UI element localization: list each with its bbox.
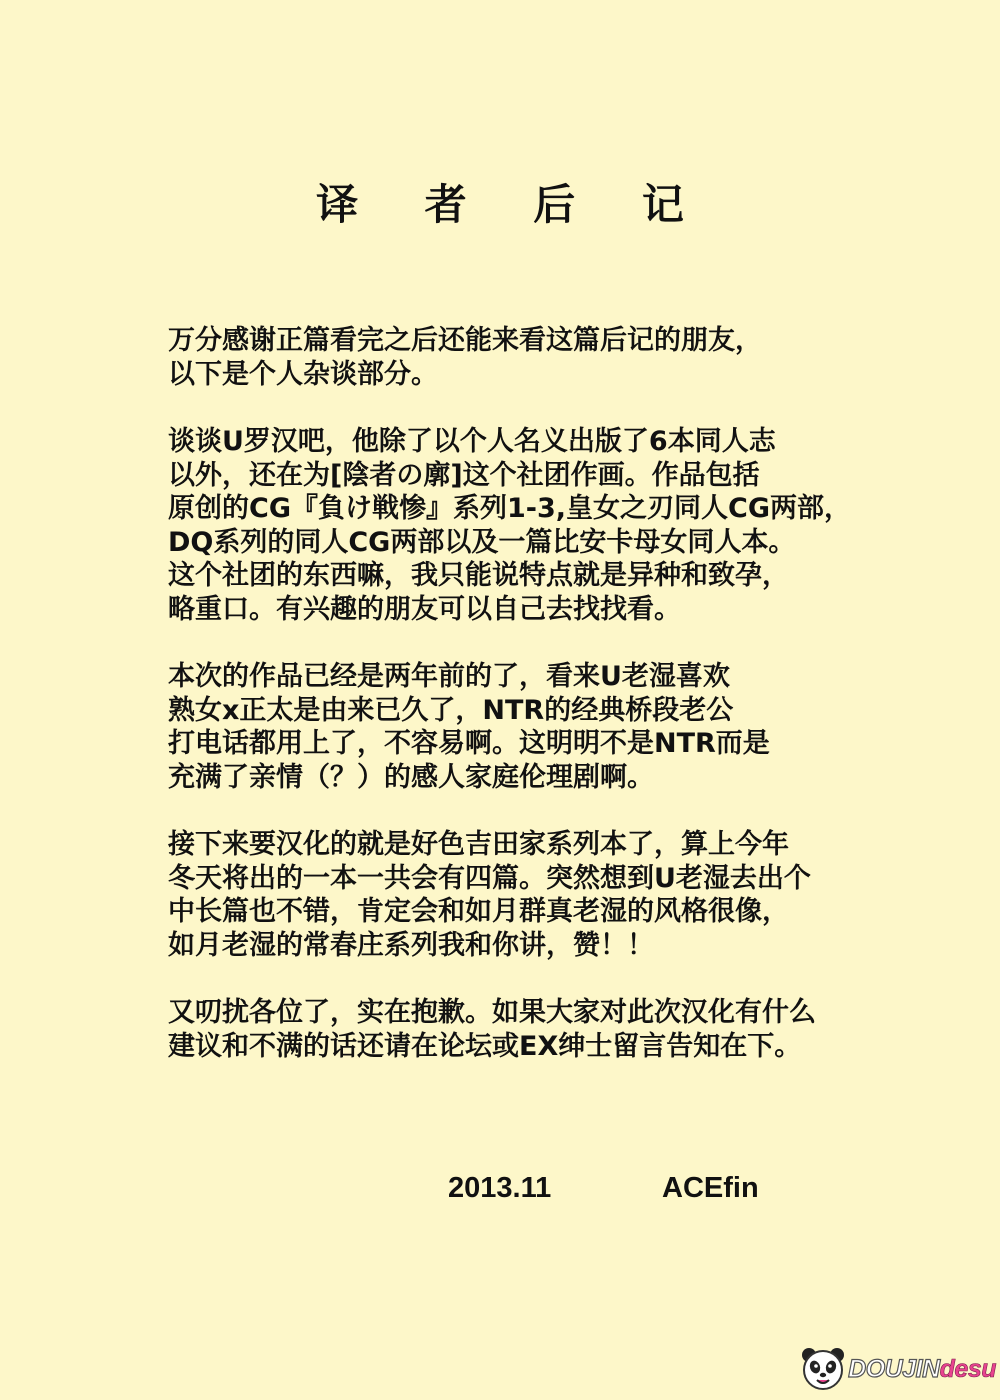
panda-face-icon	[800, 1346, 846, 1392]
text-line: 以外，还在为[陰者の廓]这个社团作画。作品包括	[168, 459, 760, 491]
text-line: 略重口。有兴趣的朋友可以自己去找找看。	[168, 593, 681, 625]
text-line: 这个社团的东西嘛，我只能说特点就是异种和致孕，	[168, 560, 789, 591]
site-watermark	[800, 1340, 996, 1398]
page-title: 译 者 后 记	[316, 180, 710, 229]
text-line: 万分感谢正篇看完之后还能来看这篇后记的朋友，	[168, 325, 762, 356]
paragraph-thanks	[168, 324, 948, 391]
text-line: 熟女x正太是由来已久了，NTR的经典桥段老公	[168, 694, 734, 726]
text-line: 打电话都用上了，不容易啊。这明明不是NTR而是	[168, 728, 770, 759]
paragraph-about-work	[168, 660, 948, 794]
afterword-body	[168, 324, 948, 1097]
text-line: 建议和不满的话还请在论坛或EX绅士留言告知在下。	[168, 1030, 802, 1062]
watermark-text-doujin: DOUJIN	[848, 1354, 940, 1383]
text-line: 中长篇也不错，肯定会和如月群真老湿的风格很像，	[168, 896, 789, 927]
text-line: 原创的CG『負け戦惨』系列1-3,皇女之刃同人CG两部，	[168, 493, 851, 524]
text-line: 接下来要汉化的就是好色吉田家系列本了，算上今年	[168, 829, 789, 860]
text-line: 又叨扰各位了，实在抱歉。如果大家对此次汉化有什么	[168, 997, 816, 1028]
text-line: DQ系列的同人CG两部以及一篇比安卡母女同人本。	[168, 526, 796, 558]
text-line: 充满了亲情（？）的感人家庭伦理剧啊。	[168, 761, 654, 793]
paragraph-closing	[168, 996, 948, 1063]
watermark-text-desu: desu	[939, 1354, 996, 1383]
signature-date: 2013.11	[448, 1172, 552, 1204]
text-line: 谈谈U罗汉吧，他除了以个人名义出版了6本同人志	[168, 426, 776, 457]
signature-name: ACEfin	[662, 1172, 759, 1204]
watermark-text	[848, 1355, 996, 1384]
paragraph-next-project	[168, 828, 948, 962]
text-line: 本次的作品已经是两年前的了，看来U老湿喜欢	[168, 661, 730, 692]
text-line: 如月老湿的常春庄系列我和你讲，赞！！	[168, 929, 654, 961]
text-line: 冬天将出的一本一共会有四篇。突然想到U老湿去出个	[168, 862, 811, 894]
signature	[448, 1172, 868, 1212]
paragraph-about-artist	[168, 425, 948, 626]
text-line: 以下是个人杂谈部分。	[168, 358, 438, 390]
